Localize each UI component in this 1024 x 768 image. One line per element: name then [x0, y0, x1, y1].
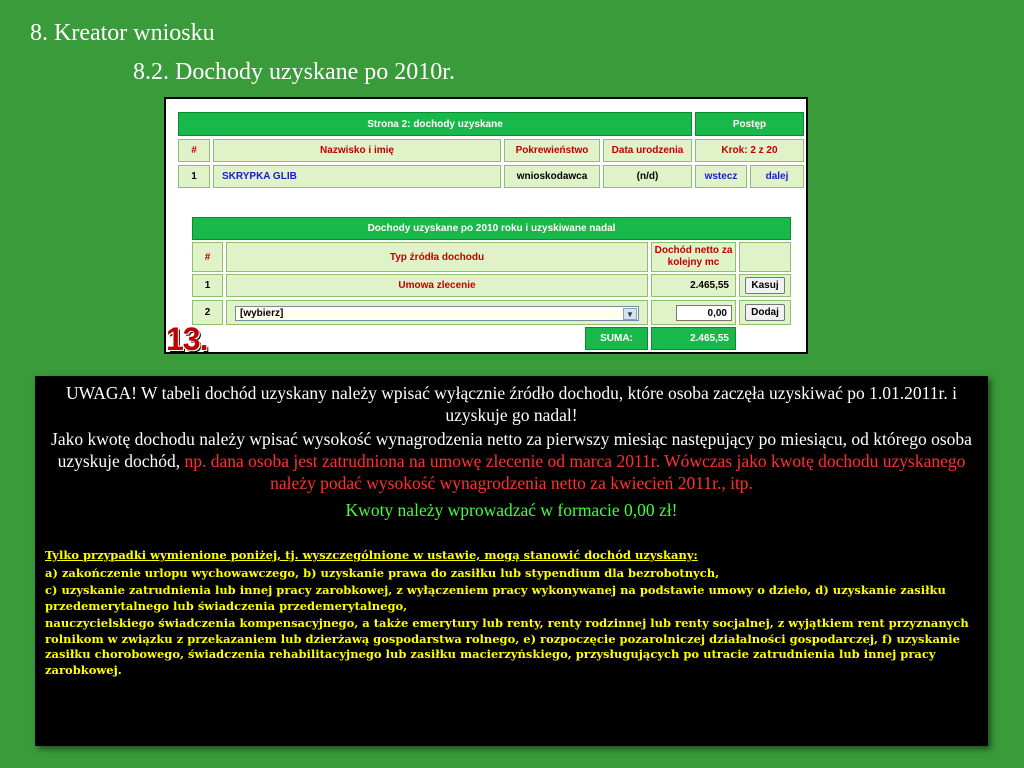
slide-title: 8. Kreator wniosku [30, 20, 215, 46]
list-item: nauczycielskiego świadczenia kompensacyjnego, a także emerytury lub renty, renty rodzinnej lub renty socjalnej, z wyjątkiem rent przyznanych rolnikom w związku z przekazaniem lub dzierżawą gospodarstwa rolnego, e) rozpoczęcie pozarolniczej działalności gospodarczej, f) uzyskanie zasiłku chorobowego, świadczenia rehabilitacyjnego lub zasiłku macierzyńskiego, przysługujących po utracie zatrudnienia lub innej pracy zarobkowej. [45, 616, 969, 677]
list-heading: Tylko przypadki wymienione poniżej, tj. wyszczególnione w ustawie, mogą stanowić dochód uzyskany: [45, 548, 698, 562]
person-birth: (n/d) [603, 165, 692, 188]
income-col-num-header: # [192, 242, 223, 272]
next-link[interactable]: dalej [750, 165, 804, 188]
income-type-select[interactable] [235, 306, 639, 321]
income-row2-num: 2 [192, 300, 223, 325]
sum-label: SUMA: [585, 327, 648, 350]
list-item: c) uzyskanie zatrudnienia lub innej pracy zarobkowej, z wyłączeniem pracy wykonywanej na podstawie umowy o dzieło, d) uzyskanie zasiłku przedemerytalnego lub świadczenia przedemerytalnego, [45, 583, 946, 613]
progress-header: Postęp [695, 112, 804, 136]
warning-text: UWAGA! W tabeli dochód uzyskany należy wpisać wyłącznie źródło dochodu, które osoba zaczęła uzyskiwać po 1.01.2011r. i uzyskuje go nadal! [66, 383, 957, 425]
example-text: np. dana osoba jest zatrudniona na umowę zlecenie od marca 2011r. Wówczas jako kwotę dochodu uzyskanego należy podać wysokość wynagrodzenia netto za kwiecień 2011r., itp. [184, 451, 966, 493]
slide-subtitle: 8.2. Dochody uzyskane po 2010r. [133, 59, 455, 85]
income-type-select-value: [wybierz] [240, 308, 284, 319]
back-link[interactable]: wstecz [695, 165, 747, 188]
income-cases-list [45, 548, 978, 678]
col-num-header: # [178, 139, 210, 162]
list-item: a) zakończenie urlopu wychowawczego, b) uzyskanie prawa do zasiłku lub stypendium dla bezrobotnych, [45, 565, 720, 580]
income-row1-action-cell [739, 274, 791, 297]
amount-instruction [45, 428, 978, 494]
col-relation-header: Pokrewieństwo [504, 139, 600, 162]
income-row2-amount-cell [651, 300, 736, 325]
person-relation: wnioskodawca [504, 165, 600, 188]
col-birth-header: Data urodzenia [603, 139, 692, 162]
step-counter: Krok: 2 z 20 [695, 139, 804, 162]
form-screenshot [164, 97, 808, 357]
chevron-down-icon[interactable]: ▼ [623, 308, 637, 320]
amount-text: Jako kwotę dochodu należy wpisać wysokość wynagrodzenia netto za pierwszy miesiąc następujący po miesiącu, od którego osoba uzyskuje dochód, [51, 429, 972, 471]
add-button[interactable]: Dodaj [745, 304, 785, 321]
col-name-header: Nazwisko i imię [213, 139, 501, 162]
income-row1-num: 1 [192, 274, 223, 297]
income-row1-type: Umowa zlecenie [226, 274, 648, 297]
delete-button[interactable]: Kasuj [745, 277, 785, 294]
person-name: SKRYPKA GLIB [213, 165, 501, 188]
page-header: Strona 2: dochody uzyskane [178, 112, 692, 136]
income-row2-type-cell [226, 300, 648, 325]
income-col-type-header: Typ źródła dochodu [226, 242, 648, 272]
sum-value: 2.465,55 [651, 327, 736, 350]
income-col-amount-header: Dochód netto za kolejny mc [651, 242, 736, 272]
income-col-action-header [739, 242, 791, 272]
instruction-box [35, 376, 988, 746]
step-marker: 13. [166, 321, 208, 357]
income-row2-action-cell [739, 300, 791, 325]
person-row-num: 1 [178, 165, 210, 188]
income-amount-input[interactable]: 0,00 [676, 305, 732, 321]
income-row1-amount: 2.465,55 [651, 274, 736, 297]
income-table-title: Dochody uzyskane po 2010 roku i uzyskiwane nadal [192, 217, 791, 240]
format-text: Kwoty należy wprowadzać w formacie 0,00 zł! [345, 500, 678, 520]
